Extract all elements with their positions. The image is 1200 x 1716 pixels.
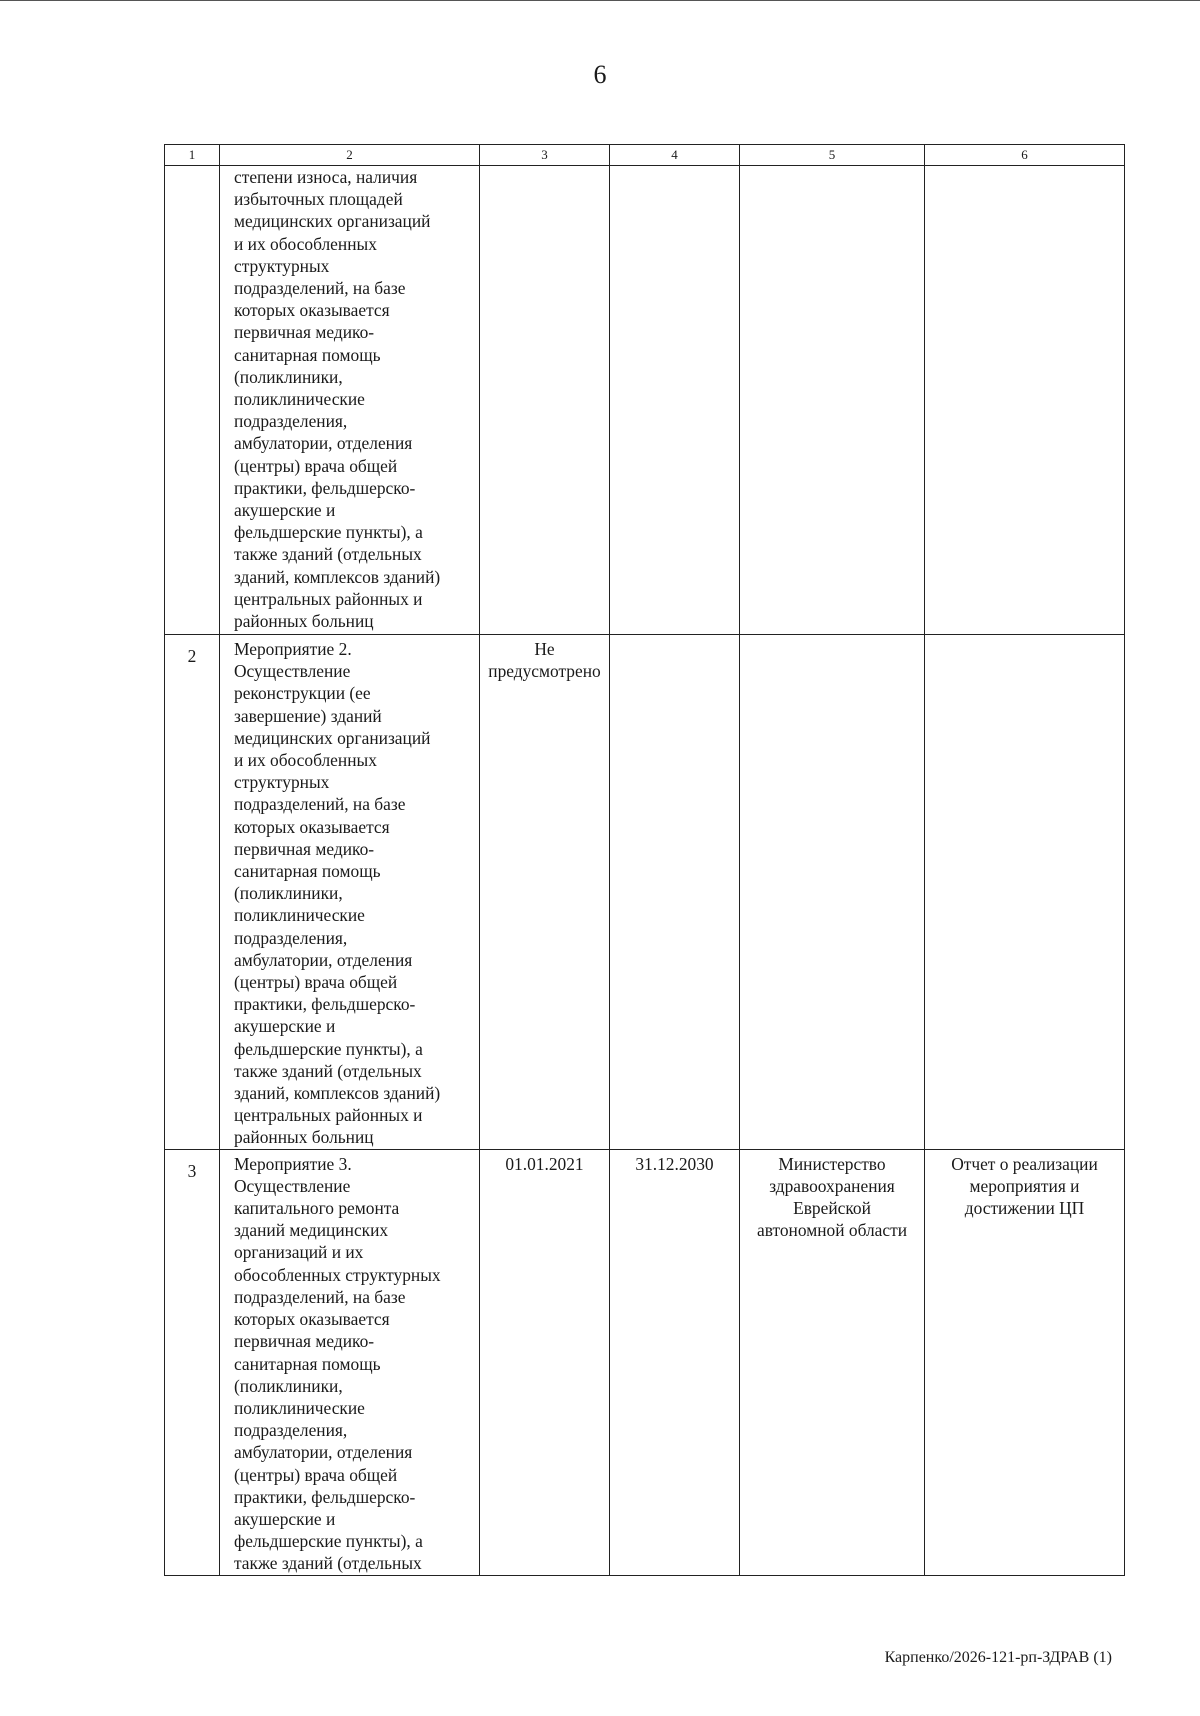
start-date xyxy=(480,166,610,635)
column-header: 3 xyxy=(480,145,610,166)
responsible-executor: Министерство здравоохранения Еврейской автономной области xyxy=(740,1149,925,1575)
start-date: Не предусмотрено xyxy=(480,635,610,1150)
row-number: 3 xyxy=(165,1149,220,1575)
activities-table xyxy=(164,144,1125,1576)
responsible-executor xyxy=(740,166,925,635)
column-header: 6 xyxy=(925,145,1125,166)
row-number xyxy=(165,166,220,635)
activity-description: степени износа, наличия избыточных площадей медицинских организаций и их обособленных структурных подразделений, на базе которых оказывается первичная медико- санитарная помощь (поликлиники, поликлинические подразделения, амбулатории, отделения (центры) врача общей практики, фельдшерско- акушерские и фельдшерские пункты), а также зданий (отдельных зданий, комплексов зданий) центральных районных и районных больниц xyxy=(220,166,480,635)
column-number-row xyxy=(165,145,1125,166)
result-document xyxy=(925,166,1125,635)
document-reference: Карпенко/2026-121-рп-ЗДРАВ (1) xyxy=(884,1649,1112,1666)
end-date xyxy=(610,635,740,1150)
table-row xyxy=(165,1149,1125,1575)
result-document: Отчет о реализации мероприятия и достижении ЦП xyxy=(925,1149,1125,1575)
result-document xyxy=(925,635,1125,1150)
responsible-executor xyxy=(740,635,925,1150)
column-header: 5 xyxy=(740,145,925,166)
start-date: 01.01.2021 xyxy=(480,1149,610,1575)
activity-description: Мероприятие 3. Осуществление капитального ремонта зданий медицинских организаций и их обособленных структурных подразделений, на базе которых оказывается первичная медико- санитарная помощь (поликлиники, поликлинические подразделения, амбулатории, отделения (центры) врача общей практики, фельдшерско- акушерские и фельдшерские пункты), а также зданий (отдельных xyxy=(220,1149,480,1575)
page-number: 6 xyxy=(593,60,607,89)
column-header: 4 xyxy=(610,145,740,166)
end-date: 31.12.2030 xyxy=(610,1149,740,1575)
row-number: 2 xyxy=(165,635,220,1150)
table-row xyxy=(165,635,1125,1150)
column-header: 2 xyxy=(220,145,480,166)
activity-description: Мероприятие 2. Осуществление реконструкции (ее завершение) зданий медицинских организаций и их обособленных структурных подразделений, на базе которых оказывается первичная медико- санитарная помощь (поликлиники, поликлинические подразделения, амбулатории, отделения (центры) врача общей практики, фельдшерско- акушерские и фельдшерские пункты), а также зданий (отдельных зданий, комплексов зданий) центральных районных и районных больниц xyxy=(220,635,480,1150)
table-row xyxy=(165,166,1125,635)
end-date xyxy=(610,166,740,635)
column-header: 1 xyxy=(165,145,220,166)
scan-top-edge xyxy=(0,0,1200,1)
